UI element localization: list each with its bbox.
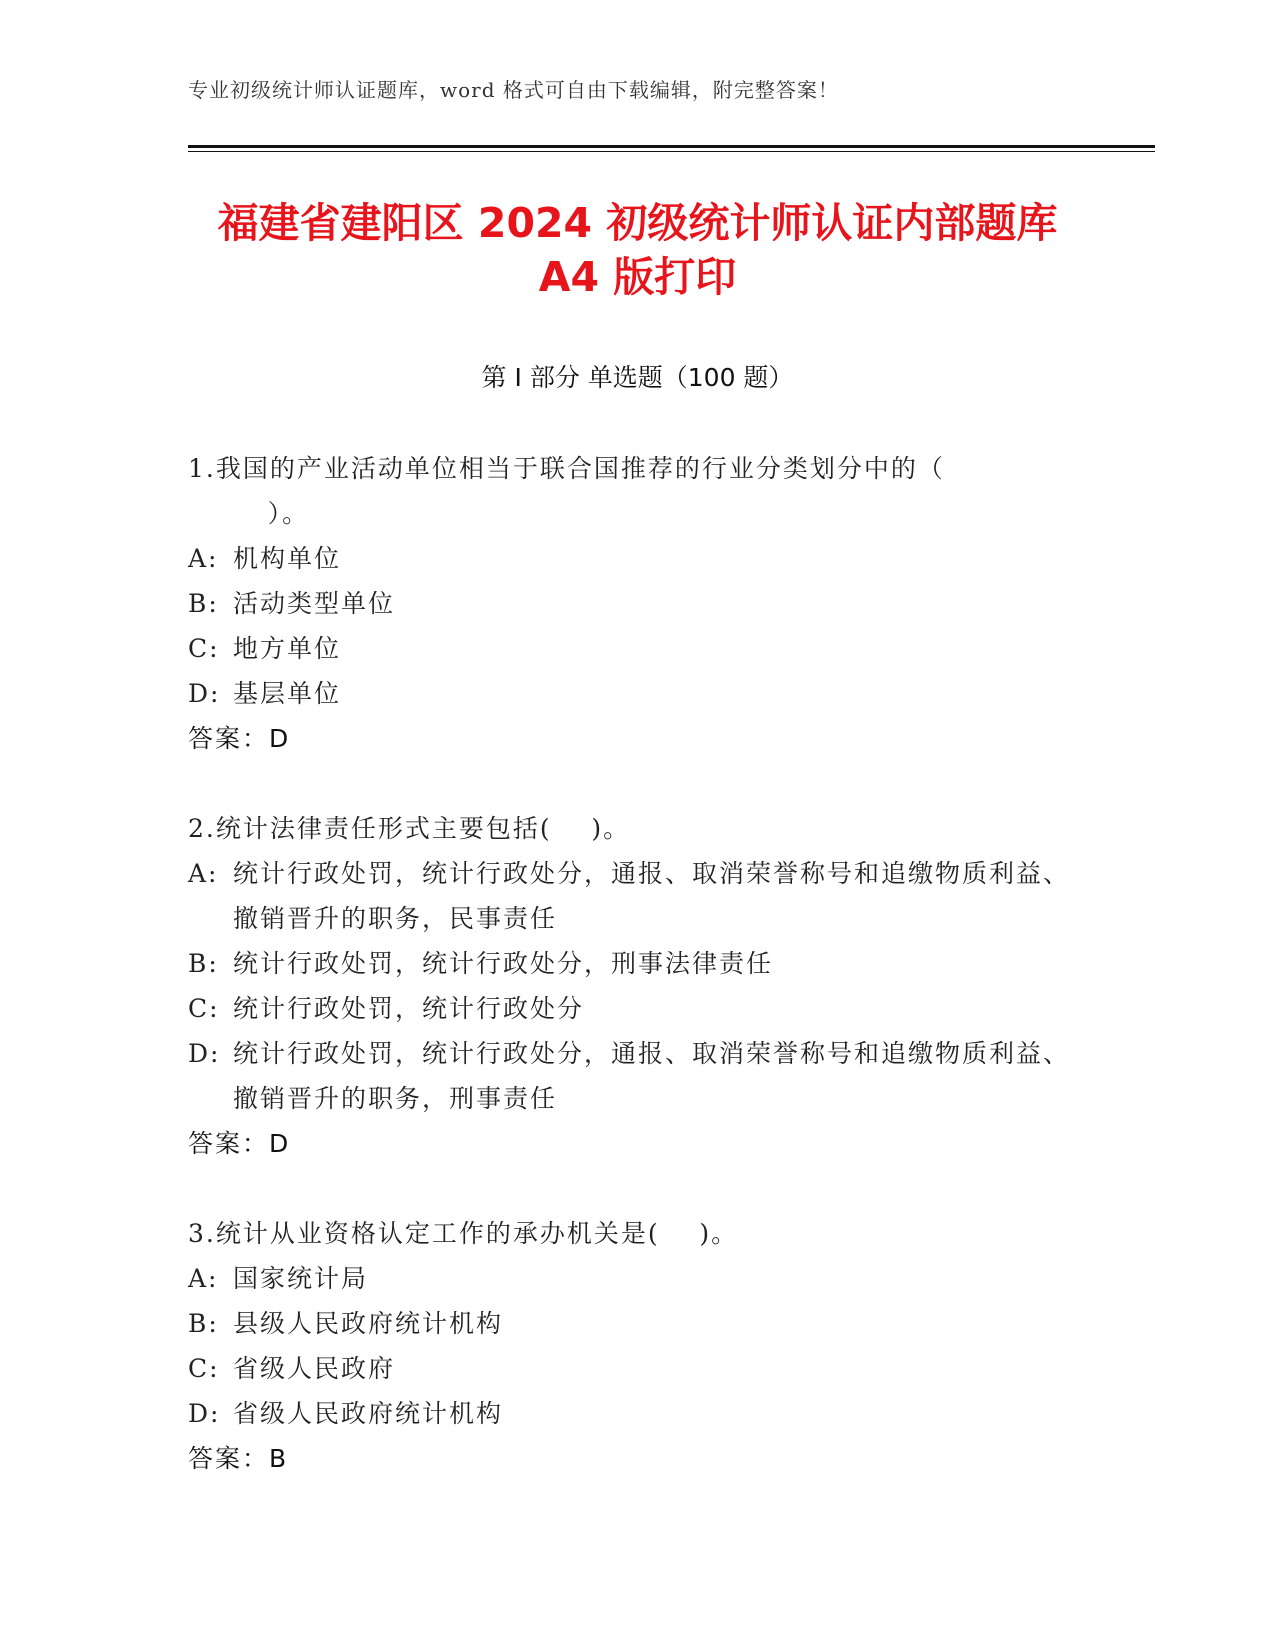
option-text: 基层单位 xyxy=(233,679,342,708)
option-d xyxy=(188,1391,1088,1436)
answer-line: 答案：D xyxy=(188,1129,291,1158)
option-letter: A: xyxy=(188,544,219,573)
title-line-1: 福建省建阳区 2024 初级统计师认证内部题库 xyxy=(217,199,1058,247)
option-text: 统计行政处罚，统计行政处分，通报、取消荣誉称号和追缴物质利益、撤销晋升的职务，民事责任 xyxy=(233,859,1071,933)
page-title xyxy=(150,196,1125,304)
option-c xyxy=(188,626,1088,671)
option-text: 省级人民政府统计机构 xyxy=(233,1399,504,1428)
option-text: 县级人民政府统计机构 xyxy=(233,1309,504,1338)
question-2 xyxy=(188,806,1088,1166)
option-d xyxy=(188,1031,1088,1121)
answer-line: 答案：D xyxy=(188,724,291,753)
option-letter: C: xyxy=(188,994,220,1023)
question-1 xyxy=(188,446,1088,761)
option-d xyxy=(188,671,1088,716)
option-letter: B: xyxy=(188,1309,219,1338)
option-a xyxy=(188,536,1088,581)
option-c xyxy=(188,986,1088,1031)
answer-line: 答案：B xyxy=(188,1444,289,1473)
option-a xyxy=(188,1256,1088,1301)
option-text: 统计行政处罚，统计行政处分，通报、取消荣誉称号和追缴物质利益、撤销晋升的职务，刑事责任 xyxy=(233,1039,1071,1113)
option-text: 机构单位 xyxy=(233,544,342,573)
option-b xyxy=(188,581,1088,626)
question-stem: 3.统计从业资格认定工作的承办机关是( )。 xyxy=(188,1219,739,1248)
question-stem: 2.统计法律责任形式主要包括( )。 xyxy=(188,814,631,843)
option-a xyxy=(188,851,1088,941)
option-letter: D: xyxy=(188,679,221,708)
option-text: 统计行政处罚，统计行政处分 xyxy=(233,994,585,1023)
section-heading: 第 I 部分 单选题（100 题） xyxy=(481,363,794,392)
option-letter: D: xyxy=(188,1039,221,1068)
header-note: 专业初级统计师认证题库，word 格式可自由下载编辑，附完整答案！ xyxy=(188,78,839,102)
option-letter: A: xyxy=(188,859,219,888)
header-rule-thick xyxy=(188,145,1155,148)
option-text: 地方单位 xyxy=(233,634,342,663)
option-letter: B: xyxy=(188,949,219,978)
option-text: 活动类型单位 xyxy=(233,589,396,618)
option-text: 国家统计局 xyxy=(233,1264,369,1293)
option-c xyxy=(188,1346,1088,1391)
option-b xyxy=(188,941,1088,986)
question-stem: 1.我国的产业活动单位相当于联合国推荐的行业分类划分中的（ ）。 xyxy=(188,454,945,528)
question-3 xyxy=(188,1211,1088,1481)
option-letter: A: xyxy=(188,1264,219,1293)
option-b xyxy=(188,1301,1088,1346)
question-list xyxy=(188,446,1088,1526)
option-letter: C: xyxy=(188,634,220,663)
title-line-2: A4 版打印 xyxy=(538,253,737,301)
option-letter: D: xyxy=(188,1399,221,1428)
option-letter: C: xyxy=(188,1354,220,1383)
option-text: 省级人民政府 xyxy=(233,1354,396,1383)
header-rule-thin xyxy=(188,151,1155,152)
option-letter: B: xyxy=(188,589,219,618)
option-text: 统计行政处罚，统计行政处分，刑事法律责任 xyxy=(233,949,774,978)
